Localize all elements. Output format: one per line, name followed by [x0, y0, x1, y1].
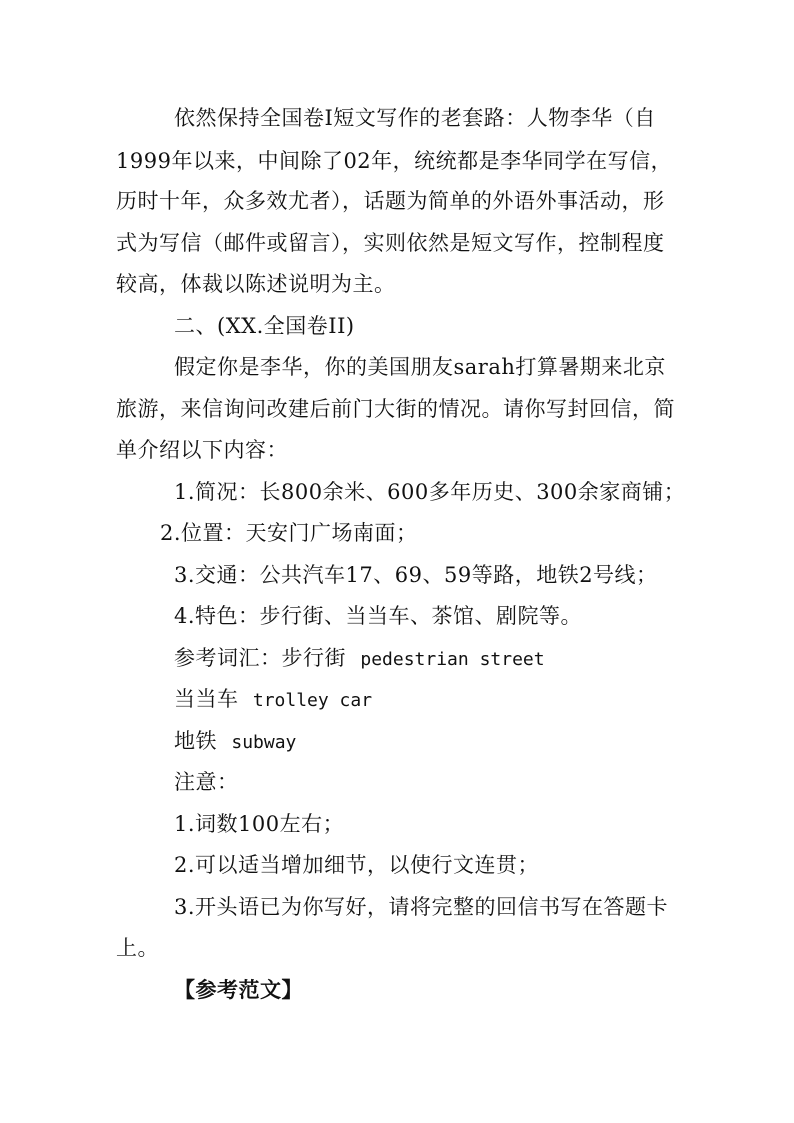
item-3: 3.交通：公共汽车17、69、59等路，地铁2号线； [174, 563, 658, 587]
paragraph1-line-4: 式为写信（邮件或留言），实则依然是短文写作，控制程度 [116, 231, 665, 255]
vocab-term-en: pedestrian street [360, 649, 545, 670]
vocab-line-2 [174, 685, 372, 715]
paragraph1-line-3: 历时十年，众多效尤者），话题为简单的外语外事活动，形 [116, 189, 665, 213]
prompt-line-1: 假定你是李华，你的美国朋友sarah打算暑期来北京 [174, 355, 666, 379]
vocab-term-cn: 步行街 [281, 646, 346, 670]
item-2: 2.位置：天安门广场南面； [160, 521, 418, 545]
reference-heading: 【参考范文】 [174, 977, 303, 1002]
paragraph1-line-5: 较高，体裁以陈述说明为主。 [116, 272, 396, 296]
section-heading: 二、(XX.全国卷II) [174, 314, 355, 338]
item-4: 4.特色：步行街、当当车、茶馆、剧院等。 [174, 604, 583, 628]
item-1: 1.简况：长800余米、600多年历史、300余家商铺； [174, 480, 686, 504]
paragraph1-line-2: 1999年以来，中间除了02年，统统都是李华同学在写信， [116, 149, 673, 173]
note-1: 1.词数100左右； [174, 812, 345, 836]
paragraph1-line-1: 依然保持全国卷Ⅰ短文写作的老套路：人物李华（自 [174, 106, 656, 130]
note-3: 3.开头语已为你写好，请将完整的回信书写在答题卡 [174, 895, 669, 919]
vocab-term-cn: 当当车 [174, 687, 239, 711]
vocab-term-cn: 地铁 [174, 729, 217, 753]
prompt-line-2: 旅游，来信询问改建后前门大街的情况。请你写封回信，简 [116, 397, 675, 421]
vocab-term-en: subway [231, 732, 297, 753]
vocab-label: 参考词汇： [174, 646, 282, 670]
note-3-continuation: 上。 [116, 936, 159, 960]
note-2: 2.可以适当增加细节，以使行文连贯； [174, 853, 540, 877]
prompt-line-3: 单介绍以下内容： [116, 438, 288, 462]
vocab-line-3 [174, 727, 296, 757]
notes-label: 注意： [174, 770, 239, 794]
vocab-line-1 [174, 644, 545, 674]
vocab-term-en: trolley car [252, 690, 373, 711]
